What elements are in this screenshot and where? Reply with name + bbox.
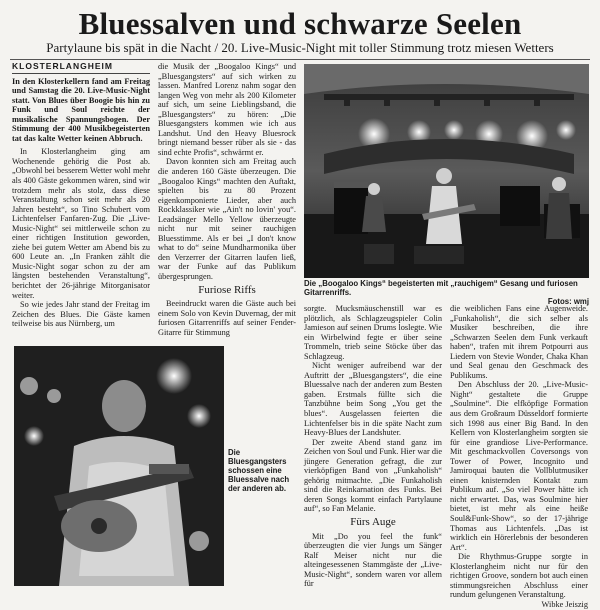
body-paragraph: So wie jedes Jahr stand der Freitag im Zeichen des Blues. Die Gäste kamen teilweise bis aus Nürnberg, um xyxy=(12,300,150,329)
section-subtitle: Fürs Auge xyxy=(350,516,396,529)
column-3 xyxy=(304,304,442,596)
column-1 xyxy=(12,62,150,342)
body-paragraph: Mit „Do you feel the funk“ überzeugten die vier Jungs um Sänger Ralf Meiser nicht nur die alteingesessenen Stammgäste der „Live-Music-Night“, sondern waren vor allem für xyxy=(304,531,442,589)
column-4 xyxy=(450,304,588,609)
body-paragraph: Den Abschluss der 20. „Live-Music-Night“ gestaltete die Gruppe „Soulmine“. Die elfköpfige Formation aus dem Großraum Düsseldorf formierte sich 1998 aus einer Big Band. In den Kellern von Klosterlangheim sorgten sie für eine grandiose Live-Performance. Mit geschmackvollen Coversongs von Tower of Power, Incognito und Jamiroquai bauten die Vollblutmusiker einen knisternden Kontakt zum Publikum auf. „So viel Power hätte ich nicht erwartet. Das, was Soulmine hier bietet, ist mehr als eine heiße Soul&Funk-Show“, so der 17-jährige Thomas aus Lichtenfels. „Das ist wirklich ein Hörerlebnis der besonderen Art“. xyxy=(450,380,588,552)
section-subtitle: Furiose Riffs xyxy=(198,283,256,296)
author-byline: Wibke Jeiszig xyxy=(541,599,588,609)
caption-text: Die „Boogaloo Kings“ begeisterten mit „rauchigem“ Gesang und furiosen Gitarrenriffs. xyxy=(304,279,578,297)
body-paragraph: Nicht weniger aufreibend war der Auftritt der „Bluesgangsters“, die eine Bluessalve nach der anderen zum Besten gaben. Erstmals füllte sich die Tanzbühne beim Song „You get the blues“. Ausgelassen feierten die Lichtenfelser bis in die späte Nacht zum Heavy-Blues der Landshuter. xyxy=(304,361,442,438)
header-rule xyxy=(10,59,590,60)
photo-caption-bottom: Die Bluesgangsters schossen eine Bluessalve nach der anderen ab. xyxy=(228,448,290,493)
column-2 xyxy=(158,62,296,342)
photo-bluesgangsters xyxy=(14,346,224,586)
body-paragraph: In Klosterlangheim ging am Wochenende gehörig die Post ab. „Obwohl bei besserem Wetter wohl mehr als 400 Gäste gekommen wären, sind wir trotzdem mehr als stolz, dass diese Veranstaltung schon seit mehr als 20 Jahren besteht“, so Tino Schubert vom Lichtenfelser Fanfaren-Zug. Die „Live-Music-Night“ sei mittlerweile schon zu einer richtigen Institution geworden, ziehe bei gutem Wetter am Abend bis zu 600 Leute an. „In Franken zählt die Music-Night sogar schon zu der am längsten bestehenden Veranstaltung“, berichtet der 26-jährige Mitorganisator weiter. xyxy=(12,147,150,300)
subheadline: Partylaune bis spät in die Nacht / 20. Live-Music-Night mit toller Stimmung trotz miesen Wetters xyxy=(46,40,554,55)
headline: Bluessalven und schwarze Seelen xyxy=(78,6,522,41)
lead-paragraph: In den Klosterkellern fand am Freitag und Samstag die 20. Live-Music-Night statt. Von Blues über Boogie bis hin zu Funk und Soul reichte der musikalische Spannungsbogen. Der Stimmung der 400 Musikbegeisterten tat das kalte Wetter keinen Abbruch. xyxy=(12,76,150,143)
body-paragraph: die weiblichen Fans eine Augenweide. „Funkaholish“, die sich selber als Musiker beschreiben, die ihre „Schwarzen Seelen dem Funk verkauft haben“, trafen mit ihrem Potpourri aus Liedern von Stevie Wonder, Chaka Khan und Seal genau den Geschmack des Publikums. xyxy=(450,304,588,380)
photo-caption-top xyxy=(304,279,589,306)
guitarist-image xyxy=(14,346,224,586)
body-paragraph: Der zweite Abend stand ganz im Zeichen von Soul und Funk. Hier war die jüngere Generation gefragt, die zur vierköpfigen Band von „Funkaholish“ gehörig mitmachte. „Die Funkaholish sind die Reinkarnation des Funks. Bei deren Songs kommt einfach Partylaune auf“, so Fan Melanie. xyxy=(304,437,442,514)
concert-stage-image xyxy=(304,64,589,278)
body-paragraph: die Musik der „Boogaloo Kings“ und „Bluesgangsters“ auf sich wirken zu lassen. Manfred Lorenz nahm sogar den langen Weg von mehr als 200 Kilometer auf sich, um seine Lieblingsband, die „Bluesgangsters“ zu hören: „Die Bluesgangsters kommen wie ich aus Landshut. Und den Heavy Bluesrock bringt niemand besser rüber als sie - das sind echte Profis“, schwärmt er. xyxy=(158,62,296,157)
body-paragraph: Die Rhythmus-Gruppe sorgte in Klosterlangheim nicht nur für den richtigen Groove, sondern bot auch einen stimmungsreichen Abschluss einer rundum gelungenen Veranstaltung. xyxy=(450,552,588,600)
dateline: KLOSTERLANGHEIM xyxy=(12,62,150,74)
photo-credit: Fotos: wmj xyxy=(547,297,589,306)
body-paragraph: Beeindruckt waren die Gäste auch bei einem Solo von Kevin Duvernag, der mit furiosen Gitarrenriffs auf seiner Fender-Gitarre für Stimmung xyxy=(158,299,296,337)
body-paragraph: sorgte. Mucksmäuschenstill war es plötzlich, als Schlagzeugspieler Colin Jamieson auf seinen Drums loslegte. Wie ein Wirbelwind fegte er über seine Trommeln, trieb seine Stöcke über das Schlagzeug. xyxy=(304,304,442,361)
body-paragraph: Davon konnten sich am Freitag auch die anderen 160 Gäste überzeugen. Die „Boogaloo Kings“ machten den Auftakt, spielten bis zu 80 Prozent eigenkomponierte Lieder, aber auch Rockklassiker wie „Ain't no lovin' you“. Leadsänger Mello Yellow überzeugte nicht nur mit seiner rauchigen Bluesstimme. Als er bei „I don't know what to do“ seine Mundharmonika über den Verzerrer der Gitarren laufen ließ, war der Funke auf das Publikum übergesprungen. xyxy=(158,157,296,282)
photo-boogaloo-kings xyxy=(304,64,589,278)
